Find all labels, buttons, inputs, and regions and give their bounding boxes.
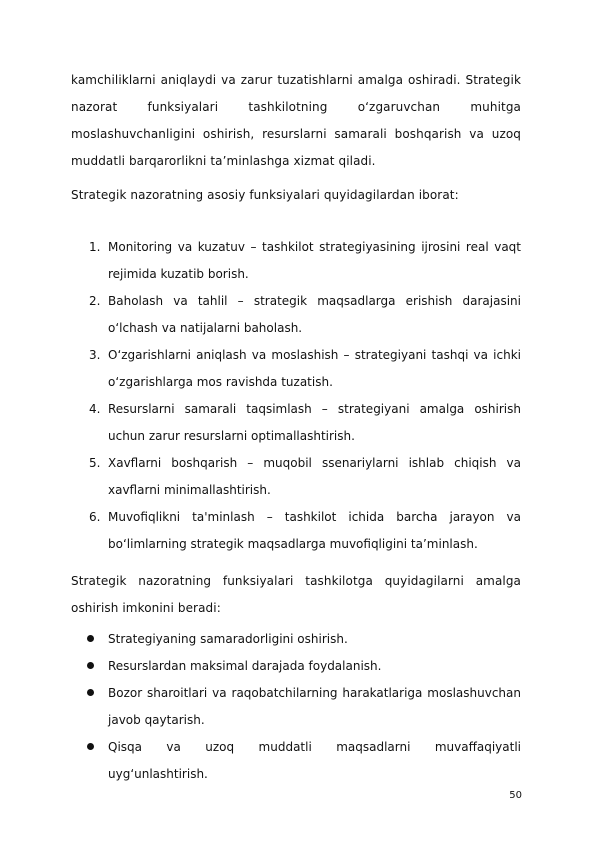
function-item <box>71 450 521 504</box>
function-text: Xavflarni boshqarish – muqobil ssenariylarni ishlab chiqish va xavflarni minimallashtirish. <box>108 456 521 497</box>
benefit-text: Bozor sharoitlari va raqobatchilarning harakatlariga moslashuvchan javob qaytarish. <box>108 686 521 727</box>
function-item <box>71 234 521 288</box>
benefit-item <box>71 680 521 734</box>
benefit-item <box>71 653 521 680</box>
function-number: 1. <box>89 240 101 254</box>
function-item <box>71 288 521 342</box>
list-heading: Strategik nazoratning asosiy funksiyalari quyidagilardan iborat: <box>71 188 459 202</box>
bullet-icon <box>87 689 94 696</box>
function-number: 6. <box>89 510 101 524</box>
function-number: 3. <box>89 348 101 362</box>
bullet-icon <box>87 743 94 750</box>
enable-paragraph: Strategik nazoratning funksiyalari tashkilotga quyidagilarni amalga oshirish imkonini beradi: <box>71 574 521 615</box>
page-number: 50 <box>509 790 522 801</box>
function-item <box>71 396 521 450</box>
benefit-text: Strategiyaning samaradorligini oshirish. <box>108 632 348 646</box>
benefit-item <box>71 734 521 788</box>
function-text: Muvofiqlikni ta'minlash – tashkilot ichida barcha jarayon va bo‘limlarning strategik maqsadlarga muvofiqligini ta’minlash. <box>108 510 521 551</box>
function-text: O‘zgarishlarni aniqlash va moslashish – strategiyani tashqi va ichki o‘zgarishlarga mos ravishda tuzatish. <box>108 348 521 389</box>
function-text: Resurslarni samarali taqsimlash – strategiyani amalga oshirish uchun zarur resurslarni optimallashtirish. <box>108 402 521 443</box>
function-item <box>71 504 521 558</box>
benefit-text: Qisqa va uzoq muddatli maqsadlarni muvaffaqiyatli uyg‘unlashtirish. <box>108 740 521 781</box>
function-number: 5. <box>89 456 101 470</box>
intro-paragraph: kamchiliklarni aniqlaydi va zarur tuzatishlarni amalga oshiradi. Strategik nazorat funksiyalari tashkilotning o‘zgaruvchan muhitga moslashuvchanligini oshirish, resurslarni samarali boshqarish va uzoq muddatli barqarorlikni ta’minlashga xizmat qiladi. <box>71 73 521 168</box>
function-item <box>71 342 521 396</box>
benefit-text: Resurslardan maksimal darajada foydalanish. <box>108 659 382 673</box>
function-text: Baholash va tahlil – strategik maqsadlarga erishish darajasini o‘lchash va natijalarni baholash. <box>108 294 521 335</box>
function-number: 4. <box>89 402 101 416</box>
bullet-icon <box>87 635 94 642</box>
function-number: 2. <box>89 294 101 308</box>
bullet-icon <box>87 662 94 669</box>
function-text: Monitoring va kuzatuv – tashkilot strategiyasining ijrosini real vaqt rejimida kuzatib borish. <box>108 240 521 281</box>
benefit-item <box>71 626 521 653</box>
